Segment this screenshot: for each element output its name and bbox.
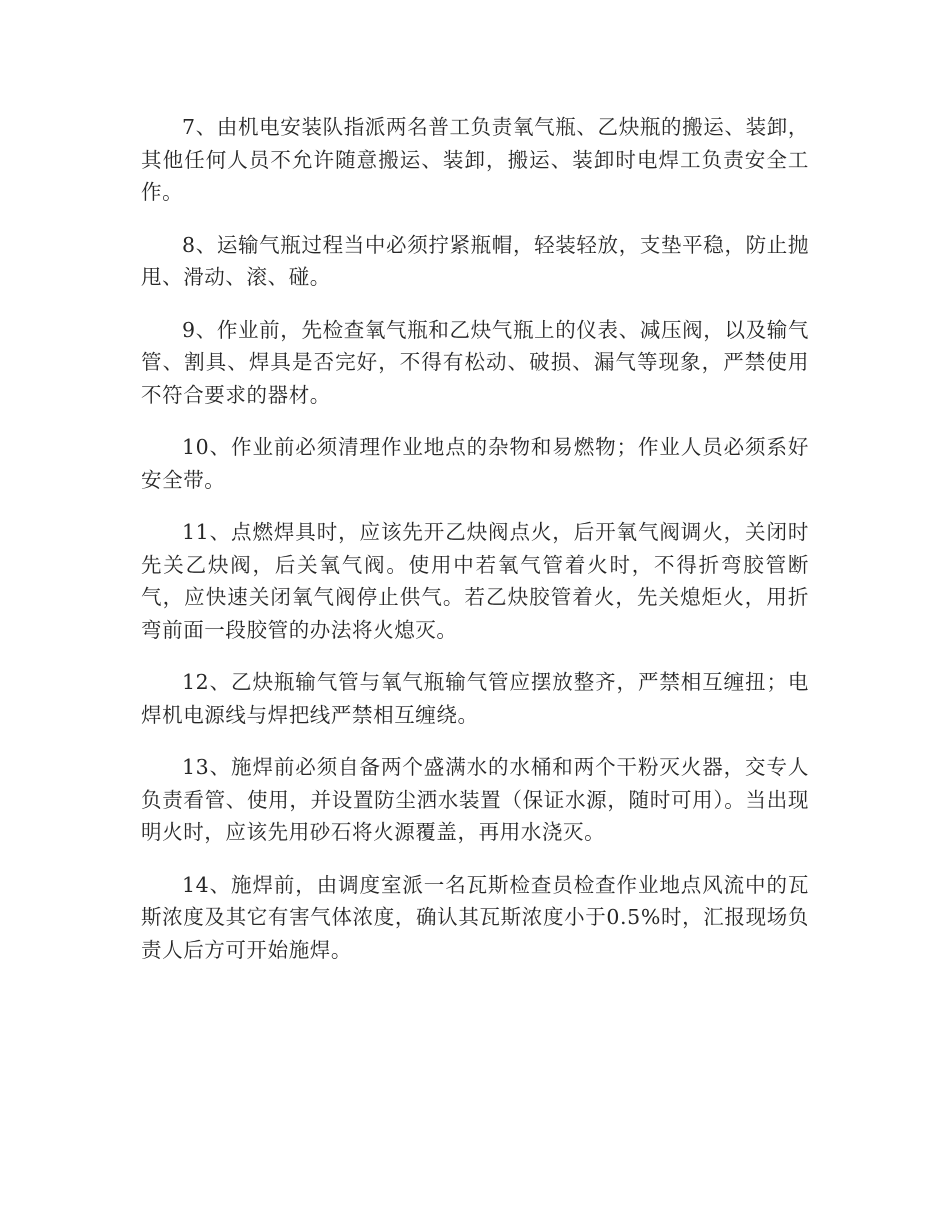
paragraph-9: 9、作业前，先检查氧气瓶和乙炔气瓶上的仪表、减压阀，以及输气管、割具、焊具是否完好，不得有松动、破损、漏气等现象，严禁使用不符合要求的器材。 [141,317,809,407]
paragraph-7: 7、由机电安装队指派两名普工负责氧气瓶、乙炔瓶的搬运、装卸，其他任何人员不允许随意搬运、装卸，搬运、装卸时电焊工负责安全工作。 [141,115,809,204]
paragraph-11: 11、点燃焊具时，应该先开乙炔阀点火，后开氧气阀调火，关闭时先关乙炔阀，后关氧气阀。使用中若氧气管着火时，不得折弯胶管断气，应快速关闭氧气阀停止供气。若乙炔胶管着火，先关熄炬火，用折弯前面一段胶管的办法将火熄灭。 [141,520,809,642]
paragraph-10: 10、作业前必须清理作业地点的杂物和易燃物；作业人员必须系好安全带。 [141,435,809,492]
paragraph-13: 13、施焊前必须自备两个盛满水的水桶和两个干粉灭火器，交专人负责看管、使用，并设置防尘洒水装置（保证水源，随时可用）。当出现明火时，应该先用砂石将火源覆盖，再用水浇灭。 [141,755,809,844]
document-body [141,111,809,986]
paragraph-8: 8、运输气瓶过程当中必须拧紧瓶帽，轻装轻放，支垫平稳，防止抛甩、滑动、滚、碰。 [141,232,809,289]
paragraph-12: 12、乙炔瓶输气管与氧气瓶输气管应摆放整齐，严禁相互缠扭；电焊机电源线与焊把线严禁相互缠绕。 [141,670,809,727]
paragraph-14: 14、施焊前，由调度室派一名瓦斯检查员检查作业地点风流中的瓦斯浓度及其它有害气体浓度，确认其瓦斯浓度小于0.5%时，汇报现场负责人后方可开始施焊。 [141,872,809,962]
